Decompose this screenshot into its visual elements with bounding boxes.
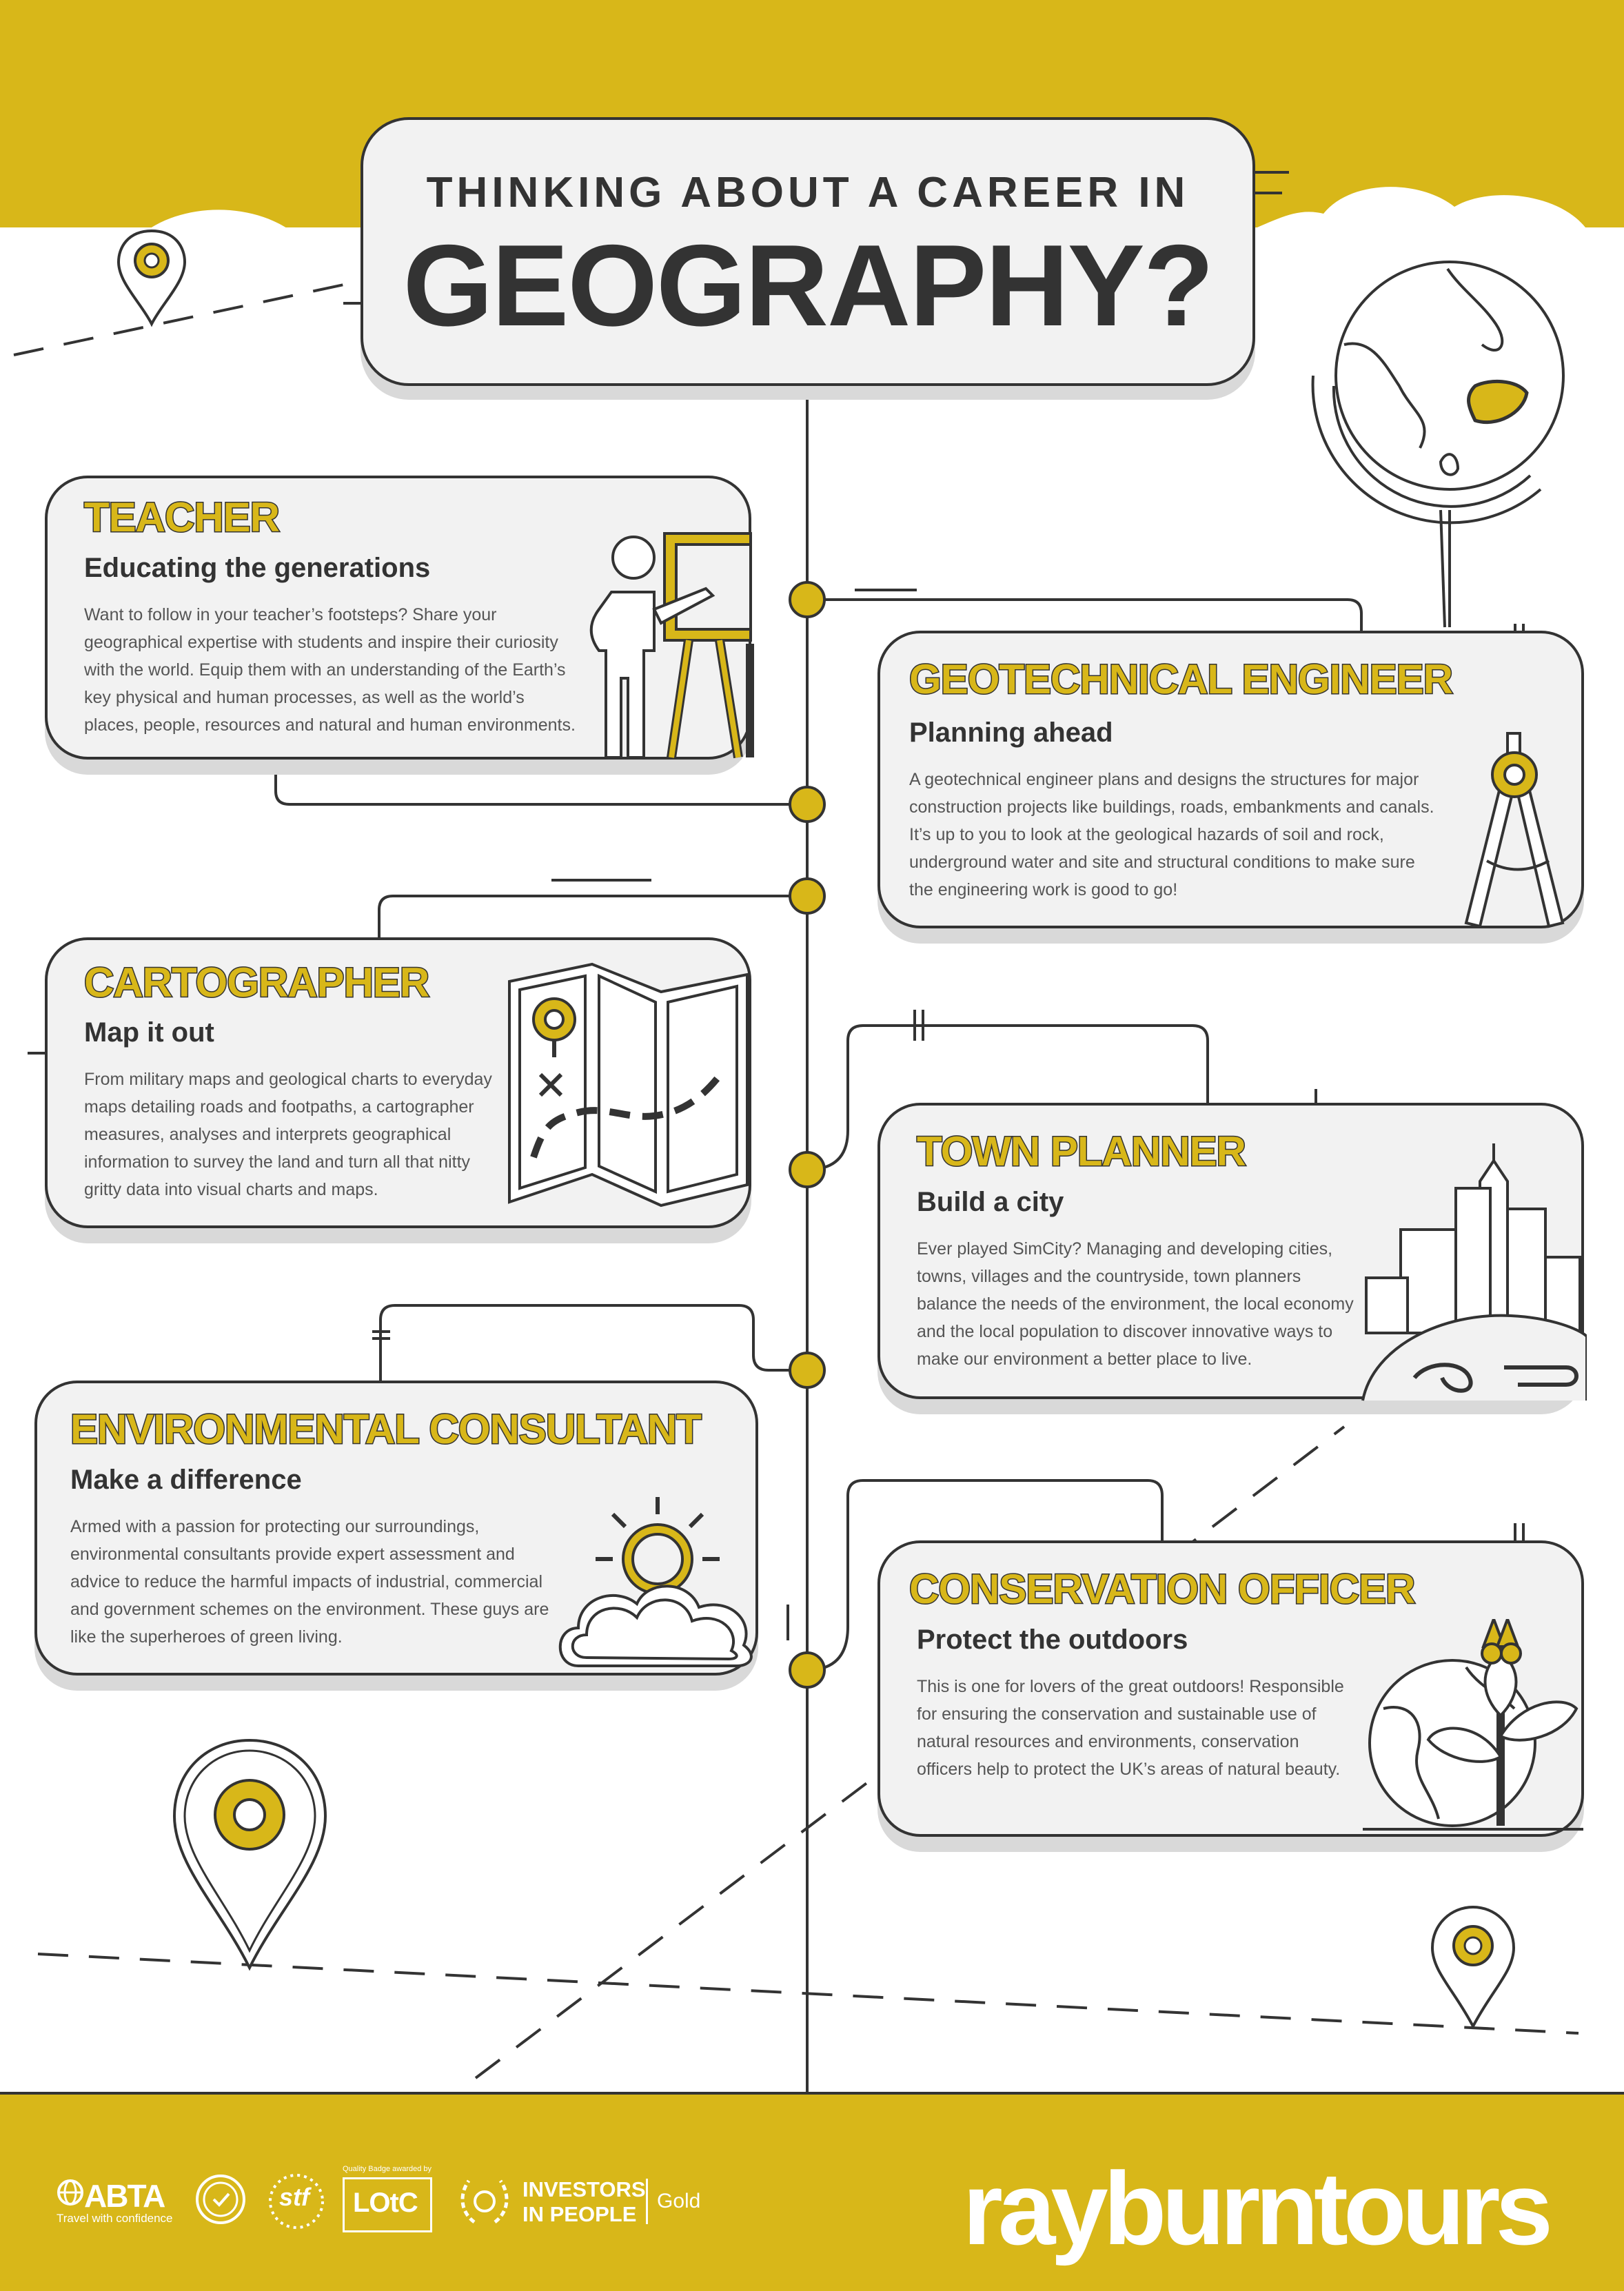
laurel-wreath-icon <box>454 2170 516 2232</box>
compass-icon <box>1459 730 1576 930</box>
iip-line1: INVESTORS <box>522 2177 646 2201</box>
abta-tagline: Travel with confidence <box>57 2212 173 2225</box>
folded-map-icon <box>503 961 751 1223</box>
career-card-geotechnical-engineer <box>877 631 1584 928</box>
lotc-logo: LOtC <box>353 2188 418 2218</box>
iip-divider <box>646 2179 648 2224</box>
map-pin-icon <box>174 1740 325 1968</box>
career-card-environmental-consultant <box>34 1381 758 1676</box>
career-description: Ever played SimCity? Managing and developing cities, towns, villages and the countryside, town planners balance the needs of the environment, the local economy and the local population to discover innovative ways to make our environment a better place to live. <box>917 1239 1354 1369</box>
abta-logo: ABTA <box>84 2178 165 2214</box>
footer <box>0 2092 1624 2291</box>
stf-logo: stf <box>279 2183 309 2211</box>
iip-level: Gold <box>657 2190 701 2212</box>
award-seal-icon <box>193 2172 248 2227</box>
career-subtitle: Map it out <box>84 1017 214 1048</box>
page-title: GEOGRAPHY? <box>403 221 1213 350</box>
career-card-conservation-officer <box>877 1540 1584 1837</box>
lotc-caption: Quality Badge awarded by <box>343 2165 432 2173</box>
title-card <box>361 117 1255 386</box>
iip-line2: IN PEOPLE <box>522 2202 637 2226</box>
career-card-cartographer <box>45 937 751 1228</box>
career-title: CARTOGRAPHER <box>84 959 429 1006</box>
career-subtitle: Protect the outdoors <box>917 1625 1188 1655</box>
career-description: Armed with a passion for protecting our surroundings, environmental consultants provide expert assessment and advice to reduce the harmful impacts of industrial, commercial and government schemes on the environment. These guys are like the superheroes of green living. <box>70 1517 549 1647</box>
abta-globe-icon <box>57 2179 84 2206</box>
career-description: A geotechnical engineer plans and designs the structures for major construction projects like buildings, roads, embankments and canals. It’s up to you to look at the geological hazards of soil and rock, underground water and site and structural conditions to make sure the engineering work is good to go! <box>909 770 1434 899</box>
career-description: From military maps and geological charts to everyday maps detailing roads and footpaths, a cartographer measures, analyses and interprets geographical information to survey the land and turn all that nitty gritty data into visual charts and maps. <box>84 1070 492 1199</box>
career-title: ENVIRONMENTAL CONSULTANT <box>70 1406 701 1452</box>
career-card-teacher <box>45 476 751 760</box>
career-title: CONSERVATION OFFICER <box>909 1566 1415 1612</box>
career-title: TOWN PLANNER <box>917 1128 1246 1174</box>
globe-plant-icon <box>1363 1619 1583 1838</box>
title-kicker: THINKING ABOUT A CAREER IN <box>426 169 1190 216</box>
career-card-town-planner <box>877 1103 1584 1399</box>
career-subtitle: Educating the generations <box>84 553 431 583</box>
career-title: TEACHER <box>84 494 280 540</box>
sun-cloud-icon <box>551 1494 758 1673</box>
career-subtitle: Planning ahead <box>909 717 1113 748</box>
career-description: Want to follow in your teacher’s footsteps? Share your geographical expertise with students and inspire their curiosity with the world. Equip them with an understanding of the Earth’s key physical and human processes, as well as the world’s places, people, resources and natural and human environments. <box>84 605 576 735</box>
brand-logo: rayburntours <box>962 2150 1548 2266</box>
career-description: This is one for lovers of the great outdoors! Responsible for ensuring the conservation and sustainable use of natural resources and environments, conservation officers help to protect the UK’s areas of natural beauty. <box>917 1677 1344 1779</box>
career-subtitle: Build a city <box>917 1187 1064 1217</box>
map-pin-icon <box>1432 1907 1514 2026</box>
career-title: GEOTECHNICAL ENGINEER <box>909 656 1452 702</box>
career-subtitle: Make a difference <box>70 1465 302 1495</box>
teacher-icon <box>585 527 754 761</box>
city-icon <box>1359 1140 1587 1402</box>
